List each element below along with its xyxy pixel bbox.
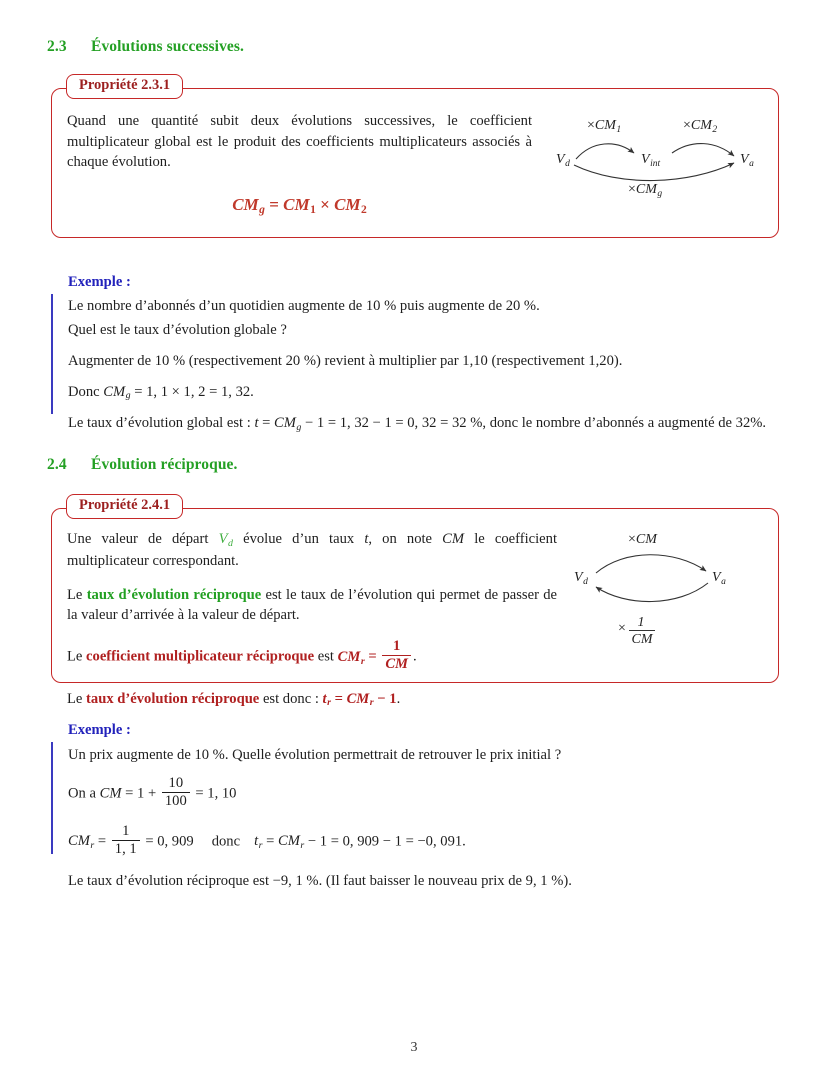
p3-eq: = xyxy=(364,648,381,665)
property-label-2-4-1: Propriété 2.4.1 xyxy=(66,494,183,519)
p2-a: Le xyxy=(67,586,87,603)
p1-vd-sub: d xyxy=(228,537,233,549)
ex2-l3-donc: donc xyxy=(211,833,241,850)
ex1-l5-tail: , donc le nombre d’abonnés a augmenté de 32%. xyxy=(482,415,767,432)
formula-cmg xyxy=(67,195,532,216)
ex1-l5-rest: − 1 = 1, 32 − 1 = 0, 32 = 32 % xyxy=(301,415,483,432)
arrow-va-to-vd xyxy=(596,583,708,602)
p1-cm: CM xyxy=(442,531,465,547)
node-vint-label: $V_{int}$ xyxy=(641,152,661,169)
formula-term1: CM xyxy=(283,195,310,215)
ex2-l3-sub2: r xyxy=(300,840,305,852)
section-heading-2-3 xyxy=(47,38,244,56)
p4-b: est donc : xyxy=(259,690,323,707)
section-number: 2.3 xyxy=(47,38,67,55)
edge-times-sign: × xyxy=(618,621,626,636)
example-line: Quel est le taux d’évolution globale ? xyxy=(68,321,287,338)
ex2-l3-fraction xyxy=(112,824,140,858)
p3-frac-den: CM xyxy=(385,656,409,673)
example-label-1: Exemple : xyxy=(68,274,131,290)
node-va-label: $V_a$ xyxy=(712,570,726,587)
section-heading-2-4 xyxy=(47,456,238,474)
ex2-l3-rest: − 1 = 0, 909 − 1 = −0, 091. xyxy=(304,833,466,850)
property-body-2-4-1 xyxy=(67,529,557,710)
formula-term2: CM xyxy=(334,195,361,215)
ex2-l3-sym2: CM xyxy=(278,833,300,850)
ex1-l5-sym: CM xyxy=(274,415,296,432)
p4-a: Le xyxy=(67,690,87,707)
example-line-formula xyxy=(68,413,768,436)
ex2-l2-frac-den: 100 xyxy=(164,793,187,810)
formula-equals: = xyxy=(269,195,279,215)
ex2-l3-sym: CM xyxy=(68,833,90,850)
p3-end: . xyxy=(413,648,417,665)
example-body-1 xyxy=(68,296,768,436)
ex2-l2-prefix: On a xyxy=(68,785,100,802)
example-label-2: Exemple : xyxy=(68,722,131,738)
ex2-l3-tr-sub: r xyxy=(258,840,263,852)
example-bar-1 xyxy=(51,294,53,414)
p1-b: évolue d’un taux xyxy=(232,531,365,547)
section-title: Évolutions successives. xyxy=(91,38,245,55)
property-label-2-3-1: Propriété 2.3.1 xyxy=(66,74,183,99)
p4-sub: r xyxy=(369,697,374,709)
example-line-formula xyxy=(68,382,768,405)
ex1-l4-prefix: Donc xyxy=(68,383,104,400)
property-box-2-4-1 xyxy=(51,497,779,709)
prop24-paragraph-1 xyxy=(67,529,557,572)
ex2-l2-fraction xyxy=(162,776,190,810)
edge-frac-denominator: CM xyxy=(631,632,653,647)
arrow-vint-to-va xyxy=(672,144,734,156)
formula-lhs-sub: g xyxy=(259,203,265,217)
edge-label-cmg: $\times CM_g$ xyxy=(628,182,663,199)
p1-a: Une valeur de départ xyxy=(67,531,219,547)
ex2-l3-frac-den: 1, 1 xyxy=(114,840,137,857)
node-va-label: $V_a$ xyxy=(740,152,754,169)
arrow-vd-to-va xyxy=(596,555,706,573)
property-body-2-3-1 xyxy=(67,111,532,216)
p1-c: , on note xyxy=(368,531,443,547)
example2-line-3 xyxy=(68,824,768,858)
property-paragraph: Quand une quantité subit deux évolutions successives, le coefficient multiplicateur global est le produit des coefficients multiplicateurs associés à chaque évolution. xyxy=(67,113,532,171)
edge-label-one-over-cm xyxy=(618,615,655,647)
node-vd-label: $V_d$ xyxy=(556,152,570,169)
p3-frac-num: 1 xyxy=(382,639,411,656)
formula-times: × xyxy=(320,195,330,215)
edge-frac-numerator: 1 xyxy=(637,615,645,630)
example-line: Augmenter de 10 % (respectivement 20 %) revient à multiplier par 1,10 (respectivement 1,20). xyxy=(68,352,623,369)
ex2-l2-eq: = 1 + xyxy=(121,785,160,802)
ex1-l4-sub: g xyxy=(125,390,131,402)
example-bar-2 xyxy=(51,742,53,854)
ex1-l4-sym: CM xyxy=(103,383,126,400)
p3-fraction xyxy=(382,639,411,673)
formula-term2-sub: 2 xyxy=(361,203,367,217)
example2-line-1: Un prix augmente de 10 %. Quelle évolution permettrait de retrouver le prix initial ? xyxy=(68,747,562,763)
arrow-vd-to-vint xyxy=(576,144,634,159)
p3-sub: r xyxy=(360,655,365,667)
ex2-l3-sub: r xyxy=(90,840,95,852)
ex2-l3-tr: t xyxy=(254,833,259,850)
ex2-l2-sym: CM xyxy=(99,785,122,802)
p4-rest: − 1 xyxy=(373,690,397,707)
ex2-l3-eq: = xyxy=(94,833,110,850)
example-line: Le nombre d’abonnés d’un quotidien augmente de 10 % puis augmente de 20 %. xyxy=(68,298,540,314)
ex1-l5-t: t xyxy=(254,415,259,432)
property-box-2-3-1 xyxy=(51,77,779,238)
node-vd-label: $V_d$ xyxy=(574,570,588,587)
diagram-reciprocal-evolution xyxy=(562,529,762,647)
p1-vd: V xyxy=(218,531,228,547)
p4-tr-sub: r xyxy=(327,697,331,709)
p4-sym: CM xyxy=(346,690,370,707)
section-number: 2.4 xyxy=(47,456,67,473)
prop24-paragraph-3 xyxy=(67,639,557,673)
ex2-l2-rest: = 1, 10 xyxy=(191,785,237,802)
p2-b: est le taux de l’évolution qui permet de passer de la valeur d’arrivée à la valeur de départ. xyxy=(67,586,557,624)
ex2-l3-eq2: = xyxy=(262,833,279,850)
p4-end: . xyxy=(396,690,401,707)
p1-t: t xyxy=(364,531,369,547)
prop24-paragraph-4 xyxy=(67,689,557,711)
edge-label-cm1: $\times CM_1$ xyxy=(587,118,622,135)
formula-lhs: CM xyxy=(232,195,259,215)
p3-b: est xyxy=(314,648,338,665)
p3-sym: CM xyxy=(337,648,361,665)
page-number: 3 xyxy=(410,1040,418,1055)
p4-emphasis: taux d’évolution réciproque xyxy=(86,690,260,707)
ex1-l5-prefix: Le taux d’évolution global est : xyxy=(68,415,255,432)
p4-eq: = xyxy=(330,690,347,707)
example2-line-4: Le taux d’évolution réciproque est −9, 1 %. (Il faut baisser le nouveau prix de 9, 1 %). xyxy=(68,873,572,890)
example-body-2 xyxy=(68,745,768,893)
edge-label-cm2: $\times CM_2$ xyxy=(683,118,718,135)
p3-emphasis: coefficient multiplicateur réciproque xyxy=(86,648,315,665)
p4-tr: t xyxy=(322,690,327,707)
p3-a: Le xyxy=(67,648,87,665)
ex1-l5-eq: = xyxy=(258,415,275,432)
prop24-paragraph-2 xyxy=(67,585,557,626)
formula-term1-sub: 1 xyxy=(310,203,316,217)
ex2-l3-mid: = 0, 909 xyxy=(141,833,194,850)
diagram-successive-evolutions xyxy=(550,111,765,199)
section-title: Évolution réciproque. xyxy=(91,456,238,473)
p2-emphasis: taux d’évolution réciproque xyxy=(86,586,262,603)
ex2-l3-frac-num: 1 xyxy=(112,824,140,841)
ex1-l4-rest: = 1, 1 × 1, 2 = 1, 32. xyxy=(130,383,254,400)
ex2-l2-frac-num: 10 xyxy=(162,776,190,793)
example2-line-2 xyxy=(68,776,768,810)
edge-label-cm: ×CM xyxy=(628,532,657,547)
ex1-l5-sub: g xyxy=(296,422,302,434)
p1-d: le coefficient multiplicateur correspondant. xyxy=(67,531,558,569)
